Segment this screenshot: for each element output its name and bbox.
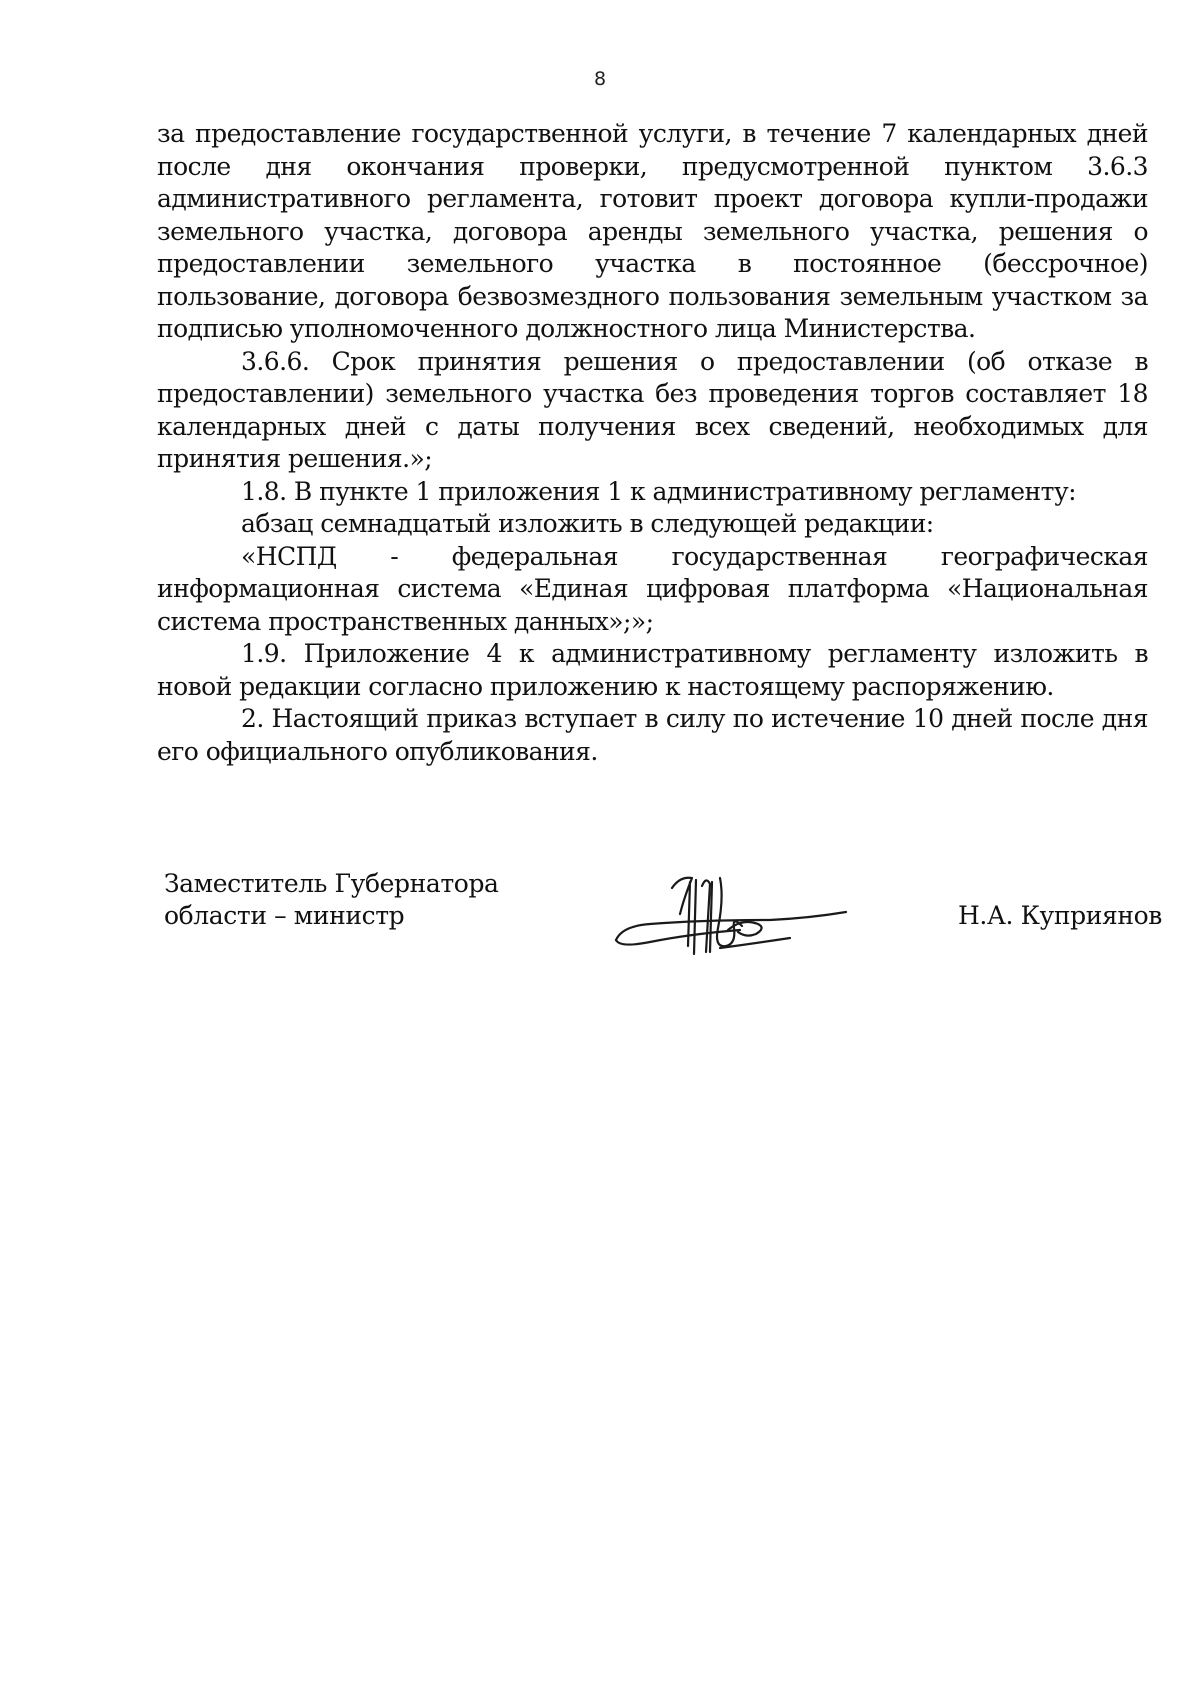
paragraph-abzac: абзац семнадцатый изложить в следующей редакции: bbox=[241, 509, 934, 538]
signer-name: Н.А. Куприянов bbox=[958, 901, 1162, 930]
signer-position-line-2: области – министр bbox=[164, 901, 405, 930]
paragraph-2: 2. Настоящий приказ вступает в силу по истечение 10 дней после дня его официального опубликования. bbox=[157, 704, 1148, 766]
paragraph-nspd: «НСПД - федеральная государственная географическая информационная система «Единая цифровая платформа «Национальная система пространственных данных»;»; bbox=[157, 541, 1148, 636]
signature-block bbox=[0, 868, 1200, 978]
paragraph-1-8: 1.8. В пункте 1 приложения 1 к административному регламенту: bbox=[241, 476, 1076, 506]
signer-position-line-1: Заместитель Губернатора bbox=[164, 869, 499, 898]
page-number: 8 bbox=[593, 68, 607, 90]
paragraph-continuation: за предоставление государственной услуги, в течение 7 календарных дней после дня окончания проверки, предусмотренной пунктом 3.6.3 административного регламента, готовит проект договора купли-продажи земельного участка, договора аренды земельного участка, решения о предоставлении земельного участка в постоянное (бессрочное) пользование, договора безвозмездного пользования земельным участком за подписью уполномоченного должностного лица Министерства. bbox=[157, 119, 1148, 343]
paragraph-1-9: 1.9. Приложение 4 к административному регламенту изложить в новой редакции согласно приложению к настоящему распоряжению. bbox=[157, 639, 1148, 701]
paragraph-3-6-6: 3.6.6. Срок принятия решения о предоставлении (об отказе в предоставлении) земельного участка без проведения торгов составляет 18 календарных дней с даты получения всех сведений, необходимых для принятия решения.»; bbox=[157, 346, 1148, 473]
signer-position bbox=[164, 868, 499, 932]
document-body bbox=[157, 118, 1148, 768]
handwritten-signature-image bbox=[610, 868, 850, 963]
